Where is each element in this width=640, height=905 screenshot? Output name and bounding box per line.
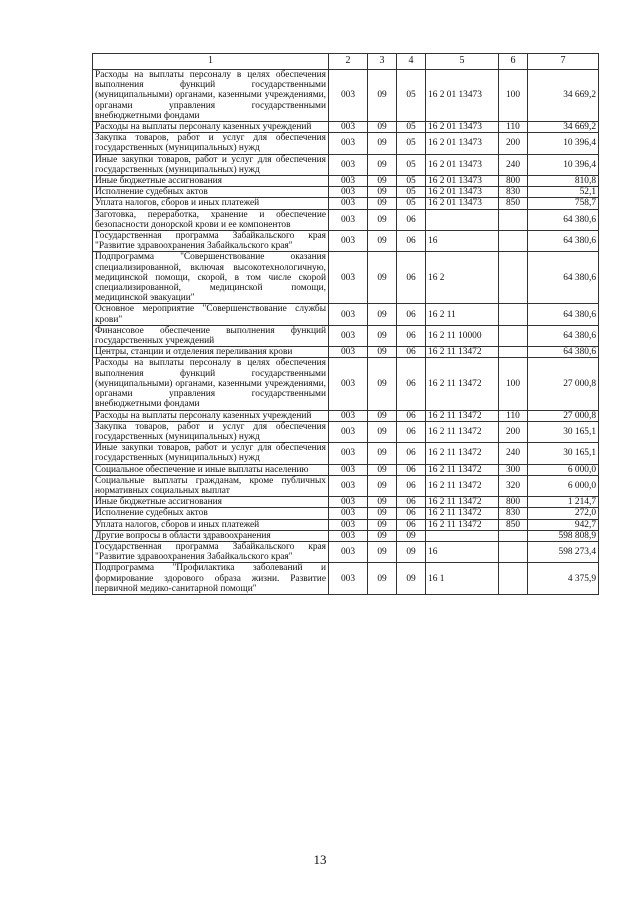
- expense-type-cell: [499, 304, 528, 325]
- target-article-cell: 16 2: [426, 252, 499, 304]
- target-article-cell: 16 2 11 13472: [426, 475, 499, 496]
- target-article-cell: 16 2 01 13473: [426, 154, 499, 175]
- target-article-cell: 16 2 01 13473: [426, 176, 499, 187]
- section-code-cell: 09: [368, 187, 397, 198]
- target-article-cell: 16 2 11 13472: [426, 508, 499, 519]
- budget-table: [92, 53, 599, 595]
- amount-cell: 6 000,0: [528, 464, 599, 475]
- section-code-cell: 09: [368, 358, 397, 410]
- section-code-cell: 09: [368, 530, 397, 541]
- table-row: [93, 563, 599, 595]
- section-code-cell: 09: [368, 541, 397, 562]
- expense-name-cell: Закупка товаров, работ и услуг для обеспечения государственных (муниципальных) нужд: [93, 421, 329, 442]
- target-article-cell: 16 1: [426, 563, 499, 595]
- subsection-code-cell: 06: [397, 325, 426, 346]
- subsection-code-cell: 05: [397, 70, 426, 122]
- table-row: [93, 154, 599, 175]
- subsection-code-cell: 09: [397, 530, 426, 541]
- expense-type-cell: [499, 530, 528, 541]
- expense-name-cell: Исполнение судебных актов: [93, 187, 329, 198]
- expense-name-cell: Другие вопросы в области здравоохранения: [93, 530, 329, 541]
- table-row: [93, 209, 599, 230]
- amount-cell: 810,8: [528, 176, 599, 187]
- expense-type-cell: [499, 209, 528, 230]
- subsection-code-cell: 06: [397, 209, 426, 230]
- subsection-code-cell: 06: [397, 508, 426, 519]
- table-row: [93, 304, 599, 325]
- ministry-code-cell: 003: [329, 508, 368, 519]
- subsection-code-cell: 05: [397, 176, 426, 187]
- expense-name-cell: Социальные выплаты гражданам, кроме публичных нормативных социальных выплат: [93, 475, 329, 496]
- expense-name-cell: Расходы на выплаты персоналу казенных учреждений: [93, 122, 329, 133]
- amount-cell: 6 000,0: [528, 475, 599, 496]
- amount-cell: 598 808,9: [528, 530, 599, 541]
- section-code-cell: 09: [368, 464, 397, 475]
- amount-cell: 10 396,4: [528, 133, 599, 154]
- table-row: [93, 325, 599, 346]
- target-article-cell: 16: [426, 541, 499, 562]
- section-code-cell: 09: [368, 410, 397, 421]
- table-row: [93, 187, 599, 198]
- ministry-code-cell: 003: [329, 122, 368, 133]
- table-row: [93, 443, 599, 464]
- expense-type-cell: 240: [499, 154, 528, 175]
- table-row: [93, 176, 599, 187]
- target-article-cell: 16 2 11 13472: [426, 497, 499, 508]
- ministry-code-cell: 003: [329, 541, 368, 562]
- subsection-code-cell: 06: [397, 410, 426, 421]
- section-code-cell: 09: [368, 252, 397, 304]
- target-article-cell: 16 2 11 13472: [426, 421, 499, 442]
- expense-type-cell: [499, 231, 528, 252]
- expense-type-cell: 800: [499, 497, 528, 508]
- subsection-code-cell: 06: [397, 443, 426, 464]
- table-row: [93, 358, 599, 410]
- expense-name-cell: Заготовка, переработка, хранение и обеспечение безопасности донорской крови и ее компонентов: [93, 209, 329, 230]
- section-code-cell: 09: [368, 325, 397, 346]
- subsection-code-cell: 05: [397, 187, 426, 198]
- expense-name-cell: Расходы на выплаты персоналу в целях обеспечения выполнения функций государственными (муниципальными) органами, казенными учреждениями, органами управления государственными внебюджетными фондами: [93, 70, 329, 122]
- target-article-cell: 16 2 11 13472: [426, 410, 499, 421]
- section-code-cell: 09: [368, 231, 397, 252]
- subsection-code-cell: 05: [397, 154, 426, 175]
- expense-type-cell: 800: [499, 176, 528, 187]
- table-row: [93, 252, 599, 304]
- subsection-code-cell: 06: [397, 358, 426, 410]
- section-code-cell: 09: [368, 304, 397, 325]
- column-header: 7: [528, 54, 599, 70]
- expense-type-cell: 200: [499, 421, 528, 442]
- ministry-code-cell: 003: [329, 475, 368, 496]
- amount-cell: 272,0: [528, 508, 599, 519]
- table-row: [93, 231, 599, 252]
- section-code-cell: 09: [368, 497, 397, 508]
- expense-type-cell: 110: [499, 410, 528, 421]
- expense-name-cell: Иные бюджетные ассигнования: [93, 176, 329, 187]
- expense-type-cell: 110: [499, 122, 528, 133]
- expense-name-cell: Уплата налогов, сборов и иных платежей: [93, 519, 329, 530]
- amount-cell: 64 380,6: [528, 252, 599, 304]
- amount-cell: 34 669,2: [528, 70, 599, 122]
- subsection-code-cell: 06: [397, 497, 426, 508]
- amount-cell: 64 380,6: [528, 347, 599, 358]
- table-row: [93, 70, 599, 122]
- ministry-code-cell: 003: [329, 187, 368, 198]
- table-row: [93, 347, 599, 358]
- target-article-cell: 16 2 01 13473: [426, 70, 499, 122]
- target-article-cell: 16 2 01 13473: [426, 133, 499, 154]
- table-row: [93, 497, 599, 508]
- target-article-cell: 16 2 11 13472: [426, 443, 499, 464]
- expense-name-cell: Расходы на выплаты персоналу в целях обеспечения выполнения функций государственными (муниципальными) органами, казенными учреждениями, органами управления государственными внебюджетными фондами: [93, 358, 329, 410]
- amount-cell: 4 375,9: [528, 563, 599, 595]
- table-row: [93, 122, 599, 133]
- ministry-code-cell: 003: [329, 304, 368, 325]
- target-article-cell: 16 2 01 13473: [426, 198, 499, 209]
- section-code-cell: 09: [368, 176, 397, 187]
- ministry-code-cell: 003: [329, 497, 368, 508]
- table-row: [93, 464, 599, 475]
- expense-name-cell: Закупка товаров, работ и услуг для обеспечения государственных (муниципальных) нужд: [93, 133, 329, 154]
- ministry-code-cell: 003: [329, 176, 368, 187]
- ministry-code-cell: 003: [329, 464, 368, 475]
- section-code-cell: 09: [368, 443, 397, 464]
- expense-name-cell: Центры, станции и отделения переливания крови: [93, 347, 329, 358]
- subsection-code-cell: 06: [397, 252, 426, 304]
- amount-cell: 30 165,1: [528, 421, 599, 442]
- target-article-cell: 16 2 11: [426, 304, 499, 325]
- table-row: [93, 133, 599, 154]
- section-code-cell: 09: [368, 198, 397, 209]
- table-row: [93, 410, 599, 421]
- subsection-code-cell: 06: [397, 519, 426, 530]
- table-header-row: [93, 54, 599, 70]
- ministry-code-cell: 003: [329, 519, 368, 530]
- column-header: 6: [499, 54, 528, 70]
- expense-type-cell: 200: [499, 133, 528, 154]
- expense-name-cell: Социальное обеспечение и иные выплаты населению: [93, 464, 329, 475]
- target-article-cell: 16 2 11 13472: [426, 519, 499, 530]
- section-code-cell: 09: [368, 122, 397, 133]
- amount-cell: 34 669,2: [528, 122, 599, 133]
- section-code-cell: 09: [368, 508, 397, 519]
- target-article-cell: [426, 530, 499, 541]
- target-article-cell: 16 2 01 13473: [426, 187, 499, 198]
- page-number: 13: [313, 852, 327, 867]
- section-code-cell: 09: [368, 70, 397, 122]
- table-row: [93, 541, 599, 562]
- subsection-code-cell: 06: [397, 304, 426, 325]
- table-row: [93, 519, 599, 530]
- expense-type-cell: 100: [499, 358, 528, 410]
- target-article-cell: [426, 209, 499, 230]
- table-row: [93, 508, 599, 519]
- target-article-cell: 16 2 11 13472: [426, 347, 499, 358]
- subsection-code-cell: 05: [397, 122, 426, 133]
- subsection-code-cell: 06: [397, 475, 426, 496]
- expense-name-cell: Уплата налогов, сборов и иных платежей: [93, 198, 329, 209]
- section-code-cell: 09: [368, 133, 397, 154]
- subsection-code-cell: 06: [397, 347, 426, 358]
- amount-cell: 27 000,8: [528, 358, 599, 410]
- ministry-code-cell: 003: [329, 347, 368, 358]
- ministry-code-cell: 003: [329, 410, 368, 421]
- table-row: [93, 421, 599, 442]
- amount-cell: 598 273,4: [528, 541, 599, 562]
- subsection-code-cell: 06: [397, 464, 426, 475]
- ministry-code-cell: 003: [329, 325, 368, 346]
- amount-cell: 64 380,6: [528, 231, 599, 252]
- expense-type-cell: 300: [499, 464, 528, 475]
- column-header: 3: [368, 54, 397, 70]
- expense-type-cell: [499, 563, 528, 595]
- table-row: [93, 198, 599, 209]
- ministry-code-cell: 003: [329, 563, 368, 595]
- section-code-cell: 09: [368, 519, 397, 530]
- subsection-code-cell: 05: [397, 133, 426, 154]
- amount-cell: 1 214,7: [528, 497, 599, 508]
- amount-cell: 10 396,4: [528, 154, 599, 175]
- ministry-code-cell: 003: [329, 530, 368, 541]
- section-code-cell: 09: [368, 347, 397, 358]
- ministry-code-cell: 003: [329, 358, 368, 410]
- expense-type-cell: 830: [499, 508, 528, 519]
- target-article-cell: 16: [426, 231, 499, 252]
- amount-cell: 27 000,8: [528, 410, 599, 421]
- column-header: 4: [397, 54, 426, 70]
- expense-name-cell: Иные закупки товаров, работ и услуг для обеспечения государственных (муниципальных) нужд: [93, 443, 329, 464]
- expense-name-cell: Основное мероприятие "Совершенствование службы крови": [93, 304, 329, 325]
- ministry-code-cell: 003: [329, 421, 368, 442]
- expense-name-cell: Государственная программа Забайкальского края "Развитие здравоохранения Забайкальского края": [93, 541, 329, 562]
- column-header: 2: [329, 54, 368, 70]
- amount-cell: 758,7: [528, 198, 599, 209]
- section-code-cell: 09: [368, 154, 397, 175]
- expense-type-cell: 830: [499, 187, 528, 198]
- expense-type-cell: [499, 347, 528, 358]
- column-header: 1: [93, 54, 329, 70]
- subsection-code-cell: 09: [397, 541, 426, 562]
- ministry-code-cell: 003: [329, 443, 368, 464]
- expense-type-cell: [499, 541, 528, 562]
- section-code-cell: 09: [368, 475, 397, 496]
- expense-type-cell: 850: [499, 198, 528, 209]
- subsection-code-cell: 06: [397, 421, 426, 442]
- section-code-cell: 09: [368, 421, 397, 442]
- amount-cell: 64 380,6: [528, 209, 599, 230]
- section-code-cell: 09: [368, 563, 397, 595]
- expense-type-cell: 850: [499, 519, 528, 530]
- subsection-code-cell: 09: [397, 563, 426, 595]
- expense-name-cell: Иные закупки товаров, работ и услуг для обеспечения государственных (муниципальных) нужд: [93, 154, 329, 175]
- expense-name-cell: Финансовое обеспечение выполнения функций государственных учреждений: [93, 325, 329, 346]
- expense-type-cell: 100: [499, 70, 528, 122]
- amount-cell: 942,7: [528, 519, 599, 530]
- table-row: [93, 475, 599, 496]
- amount-cell: 64 380,6: [528, 325, 599, 346]
- ministry-code-cell: 003: [329, 70, 368, 122]
- expense-name-cell: Подпрограмма "Совершенствование оказания специализированной, включая высокотехнологичную, медицинской помощи, скорой, в том числе скорой специализированной, медицинской помощи, медицинской эвакуации": [93, 252, 329, 304]
- ministry-code-cell: 003: [329, 252, 368, 304]
- section-code-cell: 09: [368, 209, 397, 230]
- ministry-code-cell: 003: [329, 133, 368, 154]
- expense-type-cell: 320: [499, 475, 528, 496]
- expense-name-cell: Исполнение судебных актов: [93, 508, 329, 519]
- target-article-cell: 16 2 11 13472: [426, 464, 499, 475]
- target-article-cell: 16 2 11 13472: [426, 358, 499, 410]
- expense-name-cell: Государственная программа Забайкальского края "Развитие здравоохранения Забайкальского края": [93, 231, 329, 252]
- target-article-cell: 16 2 01 13473: [426, 122, 499, 133]
- ministry-code-cell: 003: [329, 154, 368, 175]
- expense-type-cell: [499, 252, 528, 304]
- ministry-code-cell: 003: [329, 209, 368, 230]
- expense-type-cell: 240: [499, 443, 528, 464]
- amount-cell: 64 380,6: [528, 304, 599, 325]
- column-header: 5: [426, 54, 499, 70]
- amount-cell: 52,1: [528, 187, 599, 198]
- ministry-code-cell: 003: [329, 231, 368, 252]
- expense-name-cell: Подпрограмма "Профилактика заболеваний и формирование здорового образа жизни. Развитие первичной медико-санитарной помощи": [93, 563, 329, 595]
- subsection-code-cell: 06: [397, 231, 426, 252]
- expense-type-cell: [499, 325, 528, 346]
- ministry-code-cell: 003: [329, 198, 368, 209]
- expense-name-cell: Расходы на выплаты персоналу казенных учреждений: [93, 410, 329, 421]
- subsection-code-cell: 05: [397, 198, 426, 209]
- expense-name-cell: Иные бюджетные ассигнования: [93, 497, 329, 508]
- amount-cell: 30 165,1: [528, 443, 599, 464]
- table-row: [93, 530, 599, 541]
- target-article-cell: 16 2 11 10000: [426, 325, 499, 346]
